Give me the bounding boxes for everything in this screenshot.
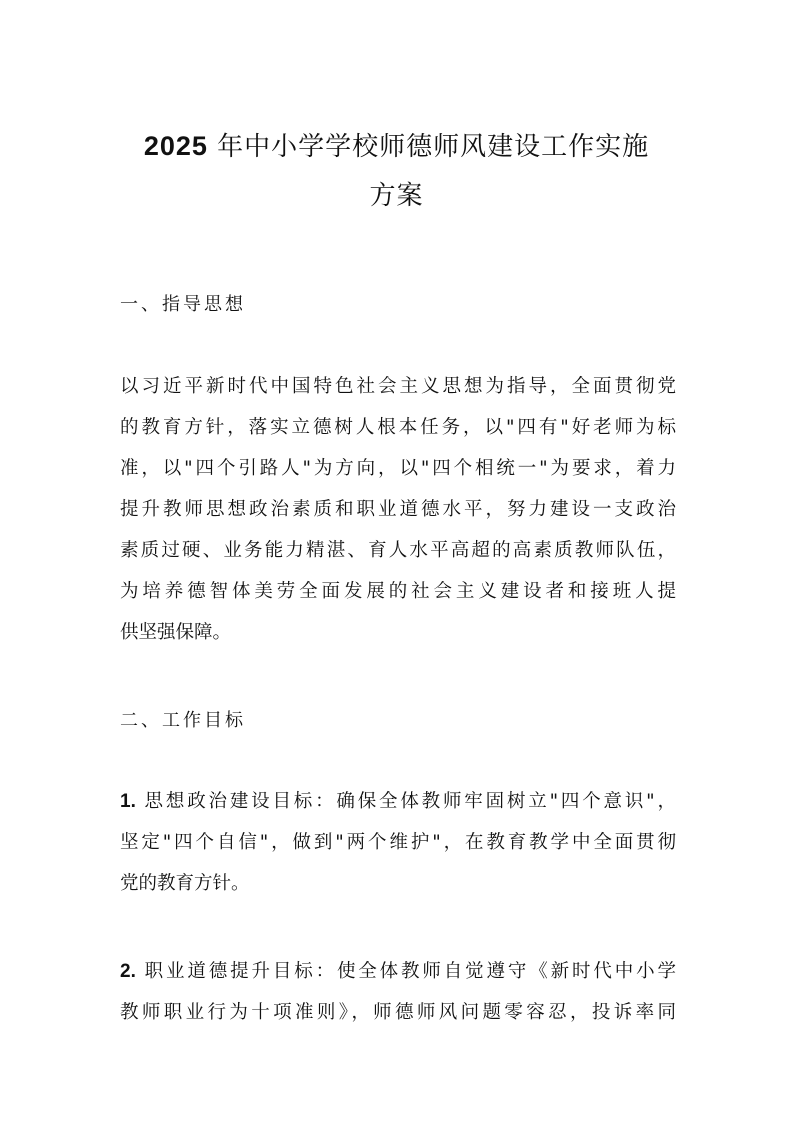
paragraph-line: 2. 职业道德提升目标：使全体教师自觉遵守《新时代中小学 bbox=[120, 961, 676, 982]
paragraph-line: 党的教育方针。 bbox=[120, 873, 250, 894]
paragraph-line: 素质过硬、业务能力精湛、育人水平高超的高素质教师队伍， bbox=[120, 540, 676, 561]
title-year: 2025 bbox=[143, 131, 208, 161]
title-text: 年中小学学校师德师风建设工作实施 bbox=[207, 132, 650, 162]
section-heading-work-goals: 二、工作目标 bbox=[120, 710, 246, 731]
item-number: 2. bbox=[120, 961, 136, 982]
section-heading-guiding-ideology: 一、指导思想 bbox=[120, 294, 246, 315]
paragraph-line: 准，以"四个引路人"为方向，以"四个相统一"为要求，着力 bbox=[120, 458, 676, 479]
section-paragraph-guiding-ideology bbox=[120, 366, 676, 653]
document-title-line-2: 方案 bbox=[369, 181, 424, 211]
paragraph-line: 提升教师思想政治素质和职业道德水平，努力建设一支政治 bbox=[120, 499, 676, 520]
item-number: 1. bbox=[120, 791, 136, 812]
paragraph-line: 1. 思想政治建设目标：确保全体教师牢固树立"四个意识"， bbox=[120, 791, 676, 812]
goal-item-1 bbox=[120, 781, 676, 904]
paragraph-line: 以习近平新时代中国特色社会主义思想为指导，全面贯彻党 bbox=[120, 376, 676, 397]
goal-item-2 bbox=[120, 951, 676, 1033]
paragraph-line: 教师职业行为十项准则》，师德师风问题零容忍，投诉率同 bbox=[120, 1002, 676, 1023]
document-title-line-1 bbox=[100, 120, 693, 173]
paragraph-line: 为培养德智体美劳全面发展的社会主义建设者和接班人提 bbox=[120, 581, 676, 602]
paragraph-line: 的教育方针，落实立德树人根本任务，以"四有"好老师为标 bbox=[120, 417, 676, 438]
paragraph-line: 坚定"四个自信"，做到"两个维护"，在教育教学中全面贯彻 bbox=[120, 832, 676, 853]
paragraph-line: 供坚强保障。 bbox=[120, 622, 232, 643]
